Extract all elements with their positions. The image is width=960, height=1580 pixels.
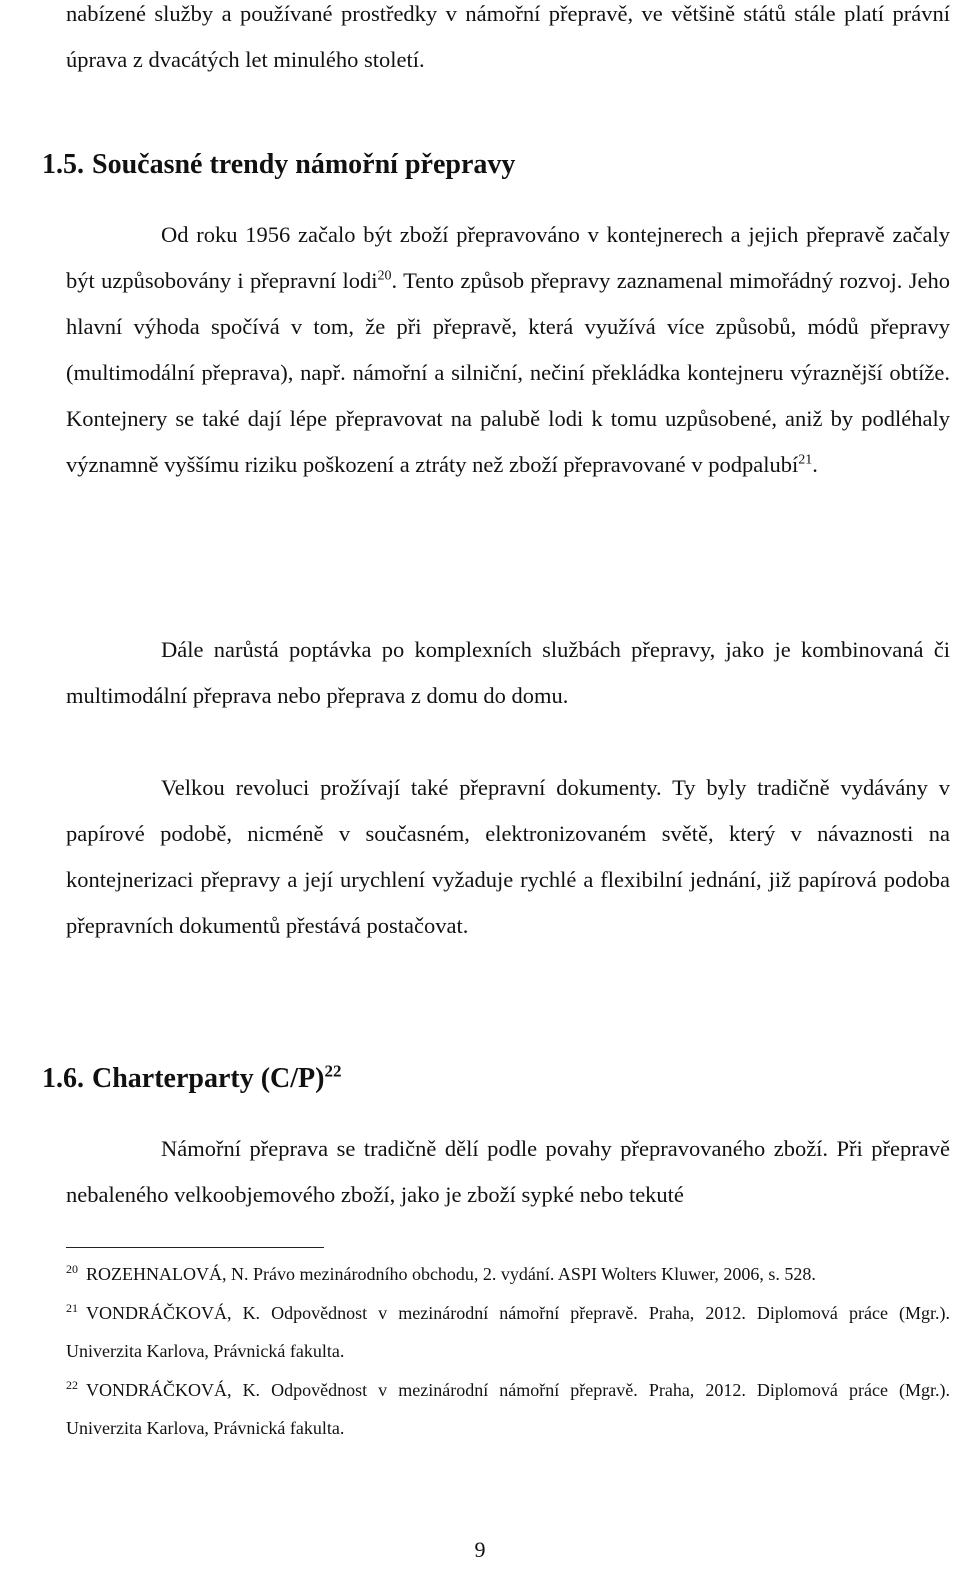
footnotes xyxy=(66,1255,950,1448)
paragraph-demand: Dále narůstá poptávka po komplexních službách přepravy, jako je kombinovaná či multimodální přeprava nebo přeprava z domu do domu. xyxy=(66,637,950,708)
footnote-ref-20[interactable]: 20 xyxy=(377,268,392,284)
footnote-separator xyxy=(66,1247,324,1248)
paragraph-containers: Od roku 1956 začalo být zboží přepravováno v kontejnerech a jejich přepravě začaly být uzpůsobovány i přepravní lodi$^{20}$. Tento způsob přepravy zaznamenal mimořádný rozvoj. Jeho hlavní výhoda spočívá v tom, že při přepravě, která využívá více způsobů, módů přepravy (multimodální přeprava), např. námořní a silniční, nečiní překládka kontejneru výraznější obtíže. Kontejnery se také dají lépe přepravovat na palubě lodi k tomu uzpůsobené, aniž by podléhaly významně vyššímu riziku poškození a ztráty než zboží přepravované v podpalubí$^{21}$. xyxy=(66,222,950,477)
section-heading-1-6 xyxy=(42,1062,341,1096)
section-heading-1-5 xyxy=(42,148,515,182)
paragraph-documents: Velkou revoluci prožívají také přepravní dokumenty. Ty byly tradičně vydávány v papírové podobě, nicméně v současném, elektronizovaném světě, který v návaznosti na kontejnerizaci přepravy a její urychlení vyžaduje rychlé a flexibilní jednání, již papírová podoba přepravních dokumentů přestává postačovat. xyxy=(66,775,950,938)
section-number: 1.5. xyxy=(42,149,84,180)
footnote-22: $^{22}$ VONDRÁČKOVÁ, K. Odpovědnost v mezinárodní námořní přepravě. Praha, 2012. Diplomová práce (Mgr.). Univerzita Karlova, Právnická fakulta. xyxy=(66,1377,950,1438)
footnote-ref-21[interactable]: 21 xyxy=(798,452,813,468)
paragraph-charterparty: Námořní přeprava se tradičně dělí podle povahy přepravovaného zboží. Při přepravě nebaleného velkoobjemového zboží, jako je zboží sypké nebo tekuté xyxy=(66,1136,950,1207)
section-number: 1.6. xyxy=(42,1063,84,1094)
section-title: Charterparty (C/P) xyxy=(92,1063,325,1094)
footnote-20: $^{20}$ ROZEHNALOVÁ, N. Právo mezinárodního obchodu, 2. vydání. ASPI Wolters Kluwer, 2006, s. 528. xyxy=(66,1262,816,1284)
page-number: 9 xyxy=(474,1537,486,1562)
footnote-21: $^{21}$ VONDRÁČKOVÁ, K. Odpovědnost v mezinárodní námořní přepravě. Praha, 2012. Diplomová práce (Mgr.). Univerzita Karlova, Právnická fakulta. xyxy=(66,1300,950,1361)
section-title: Současné trendy námořní přepravy xyxy=(92,149,516,180)
intro-paragraph: nabízené služby a používané prostředky v námořní přepravě, ve většině států stále platí právní úprava z dvacátých let minulého století. xyxy=(66,1,950,72)
footnote-ref-22[interactable]: 22 xyxy=(324,1061,342,1081)
